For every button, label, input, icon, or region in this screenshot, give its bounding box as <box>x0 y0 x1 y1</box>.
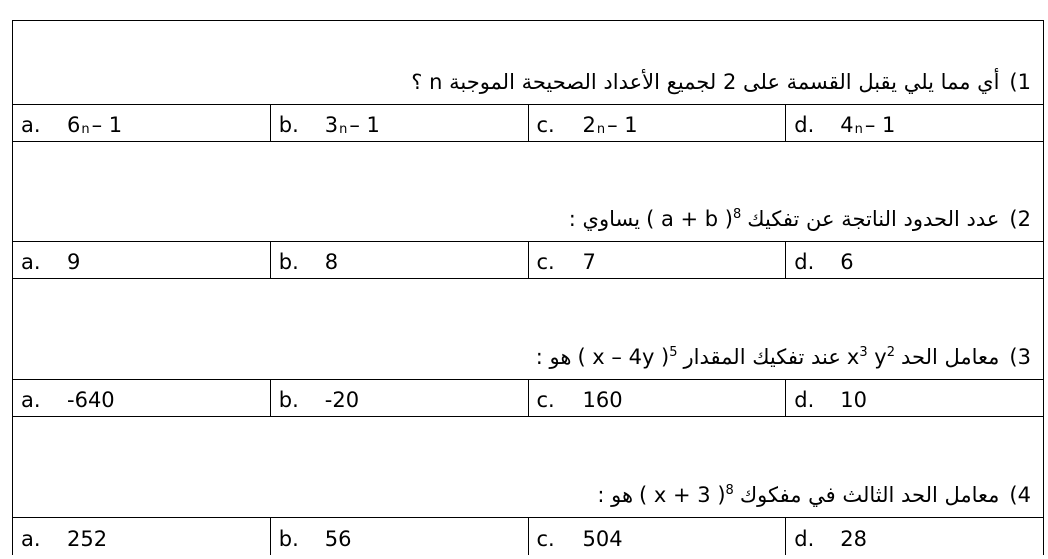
option-value: 56 <box>324 527 352 551</box>
option-letter: a. <box>21 250 41 274</box>
option-letter: b. <box>278 527 299 551</box>
option-letter: d. <box>794 113 815 137</box>
option-value: 160 <box>582 388 623 412</box>
option-letter: a. <box>21 527 41 551</box>
question-text: عدد الحدود الناتجة عن تفكيك <box>747 207 1000 231</box>
option-a[interactable] <box>13 242 271 278</box>
expression <box>639 483 734 507</box>
expression-power: 8 <box>725 483 734 498</box>
question-2 <box>13 142 1043 242</box>
expression-power: 8 <box>732 207 742 222</box>
option-rest: – 1 <box>864 113 896 137</box>
option-letter: b. <box>278 388 299 412</box>
option-value: 10 <box>840 388 867 412</box>
expression <box>577 345 677 369</box>
option-b[interactable] <box>271 518 529 555</box>
options-row-4 <box>13 518 1043 555</box>
option-letter: a. <box>21 113 41 137</box>
options-row-3 <box>13 380 1043 417</box>
option-c[interactable] <box>529 380 787 416</box>
option-value: 9 <box>67 250 81 274</box>
option-value: 8 <box>324 250 339 274</box>
expression-body: ( a + b ) <box>646 207 733 231</box>
option-letter: b. <box>278 113 299 137</box>
option-value: 252 <box>67 527 108 551</box>
option-rest: – 1 <box>349 113 380 137</box>
options-row-1 <box>13 105 1043 142</box>
option-value: -640 <box>67 388 115 412</box>
option-base: 3 <box>324 113 339 137</box>
expression-body: ( x + 3 ) <box>639 483 726 507</box>
option-rest: – 1 <box>607 113 638 137</box>
question-text-end: هو : <box>597 483 634 507</box>
option-base: 4 <box>840 113 854 137</box>
option-value: 6 <box>840 250 854 274</box>
options-row-2 <box>13 242 1043 279</box>
option-base: 6 <box>67 113 81 137</box>
option-letter: d. <box>794 527 815 551</box>
question-table <box>12 20 1044 555</box>
option-c[interactable] <box>529 242 787 278</box>
option-a[interactable] <box>13 105 271 141</box>
option-letter: d. <box>794 388 815 412</box>
question-number: 2) <box>1009 207 1031 231</box>
option-d[interactable] <box>786 242 1043 278</box>
option-letter: b. <box>278 250 299 274</box>
question-number: 3) <box>1009 345 1031 369</box>
expression-power: 5 <box>669 345 678 360</box>
term-y: y <box>874 345 887 369</box>
option-letter: c. <box>536 388 555 412</box>
option-c[interactable] <box>529 518 787 555</box>
option-b[interactable] <box>271 242 529 278</box>
option-power: n <box>339 122 348 137</box>
question-text: أي مما يلي يقبل القسمة على 2 لجميع الأعداد الصحيحة الموجبة n ؟ <box>411 70 1000 94</box>
option-letter: a. <box>21 388 41 412</box>
question-text: معامل الحد الثالث في مفكوك <box>739 483 1000 507</box>
expression <box>646 207 741 231</box>
option-value: -20 <box>324 388 360 412</box>
question-4 <box>13 417 1043 518</box>
option-a[interactable] <box>13 380 271 416</box>
option-power: n <box>81 122 90 137</box>
term-x-power: 3 <box>859 345 868 360</box>
question-text-middle: عند تفكيك المقدار <box>683 345 841 369</box>
option-value: 28 <box>840 527 867 551</box>
question-1 <box>13 21 1043 105</box>
question-3 <box>13 279 1043 380</box>
term-x: x <box>846 345 860 369</box>
option-letter: c. <box>536 113 555 137</box>
option-d[interactable] <box>786 518 1043 555</box>
option-power: n <box>596 122 606 137</box>
option-rest: – 1 <box>91 113 123 137</box>
option-b[interactable] <box>271 105 529 141</box>
option-d[interactable] <box>786 105 1043 141</box>
option-d[interactable] <box>786 380 1043 416</box>
question-text-end: يساوي : <box>568 207 641 231</box>
expression-body: ( x – 4y ) <box>577 345 670 369</box>
option-c[interactable] <box>529 105 787 141</box>
term-y-power: 2 <box>886 345 895 360</box>
term <box>847 345 895 369</box>
question-number: 1) <box>1009 70 1031 94</box>
question-text: معامل الحد <box>901 345 1000 369</box>
question-text-end: هو : <box>535 345 572 369</box>
option-power: n <box>854 122 863 137</box>
option-a[interactable] <box>13 518 271 555</box>
option-letter: d. <box>794 250 815 274</box>
option-value: 504 <box>582 527 623 551</box>
option-value: 7 <box>582 250 596 274</box>
option-b[interactable] <box>271 380 529 416</box>
question-number: 4) <box>1009 483 1031 507</box>
option-letter: c. <box>536 250 555 274</box>
option-base: 2 <box>582 113 596 137</box>
option-letter: c. <box>536 527 555 551</box>
